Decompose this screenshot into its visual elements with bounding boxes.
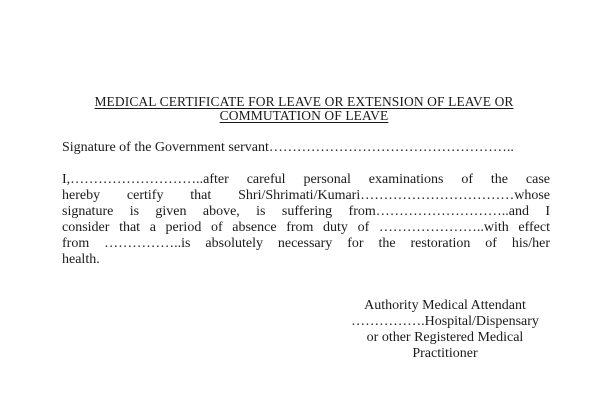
paragraph-line-1: I,………………………..after careful personal examinations of the case (62, 172, 550, 187)
paragraph-line-3: signature is given above, is suffering from………………………..and I (62, 204, 550, 219)
government-servant-signature-line: Signature of the Government servant…………………………………………….. (62, 140, 514, 155)
authority-medical-attendant-label: Authority Medical Attendant (364, 298, 526, 313)
paragraph-line-5: from ……………..is absolutely necessary for the restoration of his/her (62, 236, 550, 251)
hospital-dispensary-line: …………….Hospital/Dispensary (351, 314, 539, 329)
paragraph-line-4: consider that a period of absence from duty of …………………..with effect (62, 220, 550, 235)
certificate-title-line-1: MEDICAL CERTIFICATE FOR LEAVE OR EXTENSION OF LEAVE OR (94, 94, 514, 109)
registered-medical-label: or other Registered Medical (366, 330, 524, 345)
paragraph-line-6: health. (62, 252, 100, 267)
paragraph-line-2: hereby certify that Shri/Shrimati/Kumari……………………………whose (62, 188, 550, 203)
certificate-title-line-2: COMMUTATION OF LEAVE (219, 108, 389, 123)
practitioner-label: Practitioner (412, 346, 478, 361)
